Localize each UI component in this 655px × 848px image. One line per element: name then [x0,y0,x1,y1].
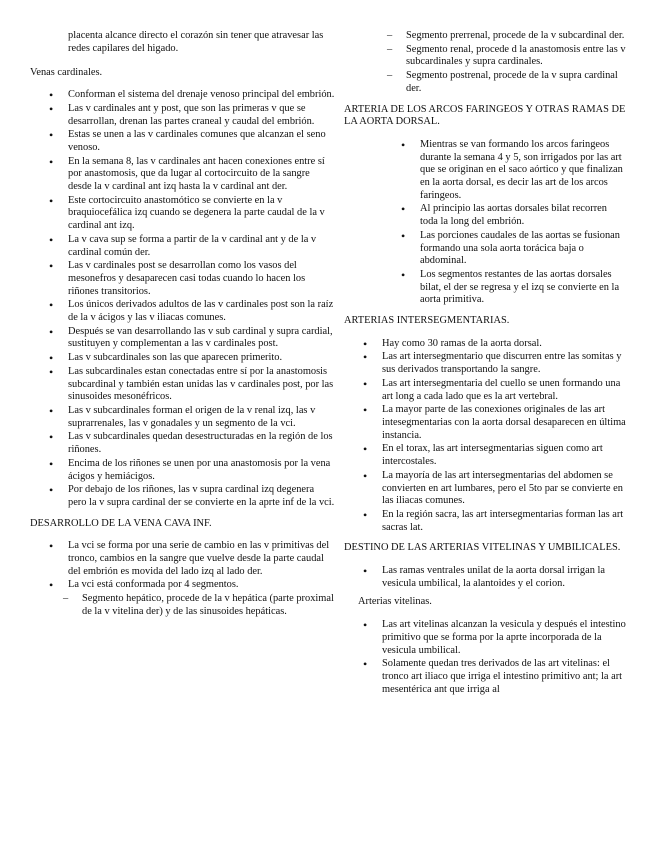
intersegmentarias-list [344,338,626,535]
list-item: • Hay como 30 ramas de la aorta dorsal. [344,338,626,351]
list-item: • Las v subcardinales son las que aparecen primerito. [30,352,335,365]
list-item: • En la región sacra, las art intersegmentarias forman las art sacras lat. [344,509,626,534]
destino-arterias-heading: DESTINO DE LAS ARTERIAS VITELINAS Y UMBILICALES. [344,542,621,554]
arterias-vitelinas-heading: Arterias vitelinas. [358,596,432,608]
list-item: • Al principio las aortas dorsales bilat recorren toda la long del embrión. [344,203,626,228]
segmentos-list-left [30,593,335,618]
destino-list [344,565,626,590]
venas-cardinales-list [30,89,335,510]
list-item: • Estas se unen a las v cardinales comunes que alcanzan el seno venoso. [30,129,335,154]
arcos-faringeos-list [344,139,626,307]
list-item: • Después se van desarrollando las v sub cardinal y supra cardial, sustituyen y complementan a las v cardinales post. [30,326,335,351]
list-item: • Por debajo de los riñones, las v supra cardinal izq degenera pero la v supra cardinal der se convierte en la aprte inf de la vci. [30,484,335,509]
list-item: – Segmento renal, procede d la anastomosis entre las v subcardinales y supra cardinales. [344,44,626,69]
vitelinas-list [344,619,626,696]
list-item: • La vci se forma por una serie de cambio en las v primitivas del tronco, cambios en la sangre que vuelve desde la parte caudal del embrión es movida del lado izq al lado der. [30,540,335,578]
list-item: • La v cava sup se forma a partir de la v cardinal ant y de la v cardinal común der. [30,234,335,259]
list-item: • La mayor parte de las conexiones originales de las art intesegmentarias con la aorta dorsal desaparecen en última instancia. [344,404,626,442]
segmentos-list-right [344,30,626,96]
list-item: • Las v subcardinales forman el origen de la v renal izq, las v suprarrenales, las v gonadales y un segmento de la vci. [30,405,335,430]
list-item: – Segmento hepático, procede de la v hepática (parte proximal de la v vitelina der) y de las sinusoides hepáticas. [30,593,335,618]
intro-continuation-text: placenta alcance directo el corazón sin tener que atravesar las redes capilares del higado. [68,30,324,54]
right-column [344,30,626,697]
arterias-intersegmentarias-heading: ARTERIAS INTERSEGMENTARIAS. [344,315,510,327]
list-item: • Las v cardinales post se desarrollan como los vasos del mesonefros y desaparecen casi todas cuando lo hacen los riñones transitorios. [30,260,335,298]
list-item: • Los segmentos restantes de las aortas dorsales bilat, el der se regresa y el izq se convierte en la aorta primitiva. [344,269,626,307]
list-item: • Encima de los riñones se unen por una anastomosis por la vena ácigos y hemiácigos. [30,458,335,483]
desarrollo-list [30,540,335,592]
list-item: – Segmento postrenal, procede de la v supra cardinal der. [344,70,626,95]
list-item: • Las ramas ventrales unilat de la aorta dorsal irrigan la vesicula umbilical, la alantoides y el corion. [344,565,626,590]
list-item: • Solamente quedan tres derivados de las art vitelinas: el tronco art iliaco que irriga el intestino primitivo ant; la art mesentérica ant que irriga al [344,658,626,696]
list-item: • En la semana 8, las v cardinales ant hacen conexiones entre sí por anastomosis, que da lugar al cortocircuito de la sangre desde la v cardinal ant izq hasta la v cardinal ant der. [30,156,335,194]
list-item: • Mientras se van formando los arcos faringeos durante la semana 4 y 5, son irrigados por las art que se originan en el saco aórtico y que finalizan en la aorta dorsal, es decir las art de los arcos faringeos. [344,139,626,203]
list-item: • Este cortocircuito anastomótico se convierte en la v braquiocefálica izq cuando se degenera la parte caudal de la v cardinal ant izq. [30,195,335,233]
desarrollo-vena-cava-heading: DESARROLLO DE LA VENA CAVA INF. [30,517,212,529]
list-item: • Las v cardinales ant y post, que son las primeras v que se desarrollan, drenan las partes craneal y caudal del embrión. [30,103,335,128]
list-item: • Conforman el sistema del drenaje venoso principal del embrión. [30,89,335,102]
list-item: – Segmento prerrenal, procede de la v subcardinal der. [344,30,626,43]
list-item: • Las art intersegmentaria del cuello se unen formando una art long a cada lado que es la art vertebral. [344,378,626,403]
list-item: • Las subcardinales estan conectadas entre sí por la anastomosis subcardinal y también estan unidas las v cardinales post, por las sinusoides mesonéfricos. [30,366,335,404]
list-item: • En el torax, las art intersegmentarias siguen como art intercostales. [344,443,626,468]
arcos-faringeos-heading: ARTERIA DE LOS ARCOS FARINGEOS Y OTRAS RAMAS DE LA AORTA DORSAL. [344,103,626,128]
list-item: • Los únicos derivados adultos de las v cardinales post son la raíz de la v ácigos y las v iliacas comunes. [30,299,335,324]
list-item: • Las v subcardinales quedan desestructuradas en la región de los riñones. [30,431,335,456]
list-item: • Las porciones caudales de las aortas se fusionan formando una sola aorta torácica baja o abdominal. [344,230,626,268]
left-column [30,30,335,620]
list-item: • La mayoría de las art intersegmentarias del abdomen se convierten en art lumbares, pero el 5to par se convierte en las iliacas comunes. [344,470,626,508]
list-item: • Las art intersegmentario que discurren entre las somitas y sus derivados transportando la sangre. [344,351,626,376]
venas-cardinales-heading: Venas cardinales. [30,67,103,79]
list-item: • Las art vitelinas alcanzan la vesicula y después el intestino primitivo que se forma por la aprte incorporada de la vesicula umbilical. [344,619,626,657]
list-item: • La vci está conformada por 4 segmentos. [30,579,335,592]
